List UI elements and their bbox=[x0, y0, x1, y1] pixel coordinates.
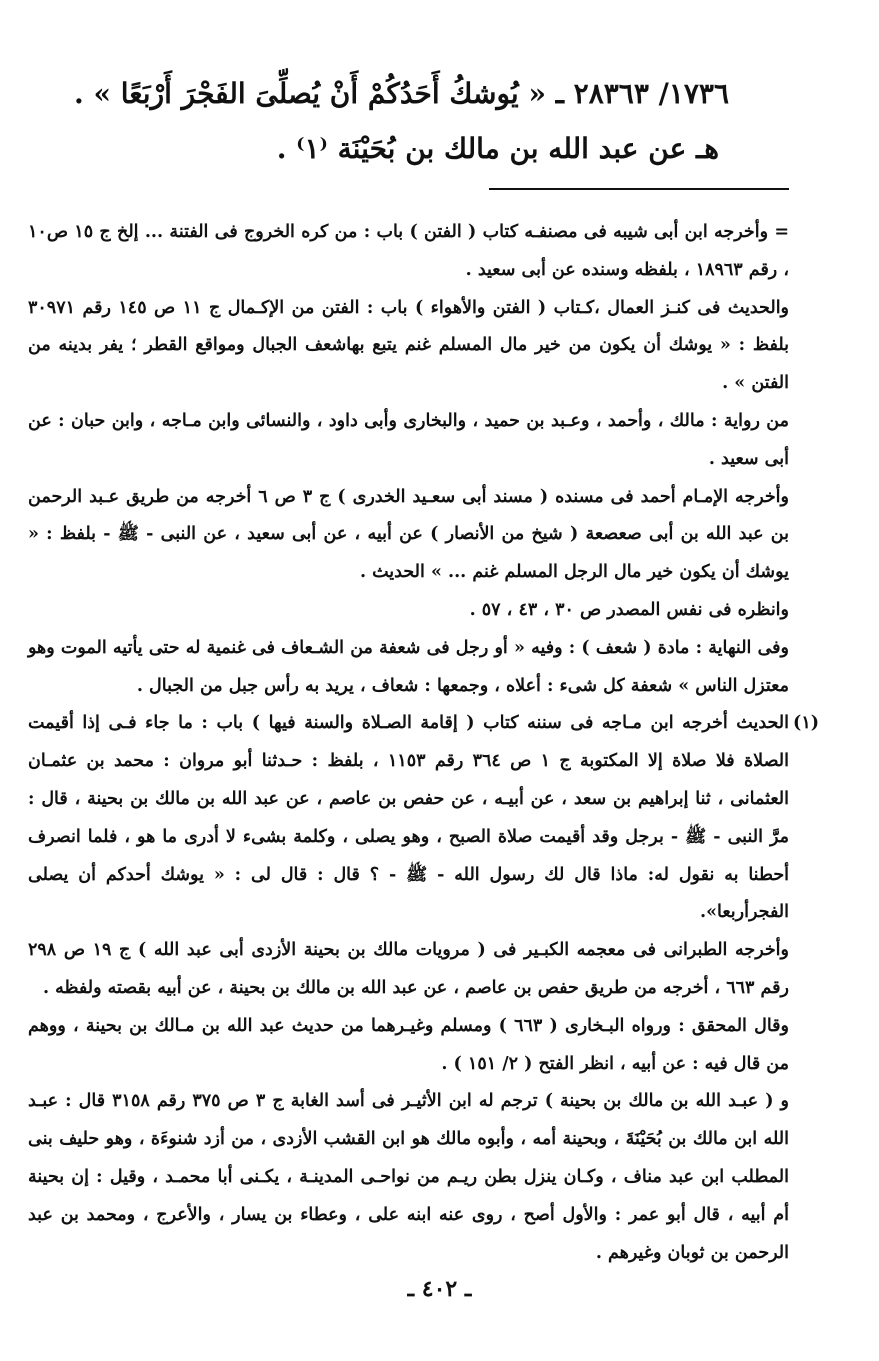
footnote-marker: (١) bbox=[793, 713, 819, 734]
footnote-text: الحديث أخرجه ابن مـاجه فى سننه كتاب ( إقامة الصـلاة والسنة فيها ) باب : ما جاء فـى إذا أقيمت الصلاة فلا صلاة إلا المكتوبة ج ١ ص ٣٦٤ رقم ١١٥٣ ، بلفظ : حـدثنا أبو مروان : محمد بن عثمـان العثمانى ، ثنا إبراهيم بن سعد ، عن أبيـه ، عن حفص بن عاصم ، عن عبد الله بن مالك بن بحينة ، قال : مرَّ النبى - ﷺ - برجل وقد أقيمت صلاة الصبح ، وهو يصلى ، وكلمة بشىء لا أدرى ما هو ، فلما انصرف أحطنا به نقول له: ماذا قال لك رسول الله - ﷺ - ؟ قال : قال لى : « يوشك أحدكم أن يصلى الفجرأربعا». bbox=[28, 713, 789, 923]
footnote-paragraph: و ( عبـد الله بن مالك بن بحينة ) ترجم له ابن الأثيـر فى أسد الغابة ج ٣ ص ٣٧٥ رقم ٣١٥٨ قال : عبـد الله ابن مالك بن بُحَيْنَةَ ، وبحينة أمه ، وأبوه مالك هو ابن القشب الأزدى ، من أزد شنوءَة ، وهو حليف بنى المطلب ابن عبد مناف ، وكـان ينزل بطن ريـم من نواحـى المدينـة ، يكـنى أبا محمـد ، وقيل : إن بحينة أم أبيه ، قال أبو عمر : والأول أصح ، روى عنه ابنه على ، وعطاء بن يسار ، والأعرج ، ومحمد بن عبد الرحمن بن ثوبان وغيرهم . bbox=[28, 1091, 789, 1263]
footnote-paragraph: وأخرجه الطبرانى فى معجمه الكبـير فى ( مرويات مالك بن بحينة الأزدى أبى عبد الله ) ج ١٩ ص ٢٩٨ رقم ٦٦٣ ، أخرجه من طريق حفص بن عاصم ، عن عبد الله بن مالك بن بحينة ، عن أبيه بقصته ولفظه . bbox=[28, 940, 789, 998]
footnote-separator bbox=[489, 188, 789, 190]
footnote-paragraph: وأخرجه الإمـام أحمد فى مسنده ( مسند أبى سعـيد الخدرى ) ج ٣ ص ٦ أخرجه من طريق عـبد الرحمن بن عبد الله بن أبى صعصعة ( شيخ من الأنصار ) عن أبيه ، عن أبى سعيد ، عن النبى - ﷺ - بلفظ : « يوشك أن يكون خير مال الرجل المسلم غنم ... » الحديث . bbox=[28, 486, 789, 583]
footnotes bbox=[28, 214, 819, 1272]
hadith-text: ١٧٣٦/ ٢٨٣٦٣ ـ « يُوشكُ أَحَدُكُمْ أَنْ يُصلِّىَ الفَجْرَ أَرْبَعًا » . bbox=[74, 77, 729, 110]
footnote-paragraph: = وأخرجه ابن أبى شيبه فى مصنفـه كتاب ( الفتن ) باب : من كره الخروج فى الفتنة ... إلخ ج ١٥ ص١٠ ، رقم ١٨٩٦٣ ، بلفظه وسنده عن أبى سعيد . bbox=[28, 222, 790, 280]
footnote-paragraph: وفى النهاية : مادة ( شعف ) : وفيه « أو رجل فى شعفة من الشـعاف فى غنمية له حتى يأتيه الموت وهو معتزل الناس » شعفة كل شىء : أعلاه ، وجمعها : شعاف ، يريد به رأس جبل من الجبال . bbox=[28, 637, 789, 696]
hadith-source: هـ عن عبد الله بن مالك بن بُحَيْنَة ⁽١⁾ . bbox=[276, 132, 719, 165]
footnote-paragraph: والحديث فى كنـز العمال ،كـتاب ( الفتن والأهواء ) باب : الفتن من الإكـمال ج ١١ ص ١٤٥ رقم ٣٠٩٧١ بلفظ : « يوشك أن يكون من خير مال المسلم غنم يتبع بهاشعف الجبال ومواقع القطر ؛ يفر بدينه من الفتن » . bbox=[28, 297, 790, 394]
page-number: ـ ٤٠٢ ـ bbox=[407, 1276, 472, 1302]
footnote-paragraph: وانظره فى نفس المصدر ص ٣٠ ، ٤٣ ، ٥٧ . bbox=[469, 599, 789, 620]
footnote-paragraph: وقال المحقق : ورواه البـخارى ( ٦٦٣ ) ومسلم وغيـرهما من حديث عبد الله بن مـالك بن بحينة ، ووهم من قال فيه : عن أبيه ، انظر الفتح ( ٢/ ١٥١ ) . bbox=[28, 1015, 789, 1074]
footnote-paragraph: من رواية : مالك ، وأحمد ، وعـبد بن حميد ، والبخارى وأبى داود ، والنسائى وابن مـاجه ، وابن حبان : عن أبى سعيد . bbox=[28, 410, 789, 469]
footnote-1 bbox=[28, 705, 819, 932]
